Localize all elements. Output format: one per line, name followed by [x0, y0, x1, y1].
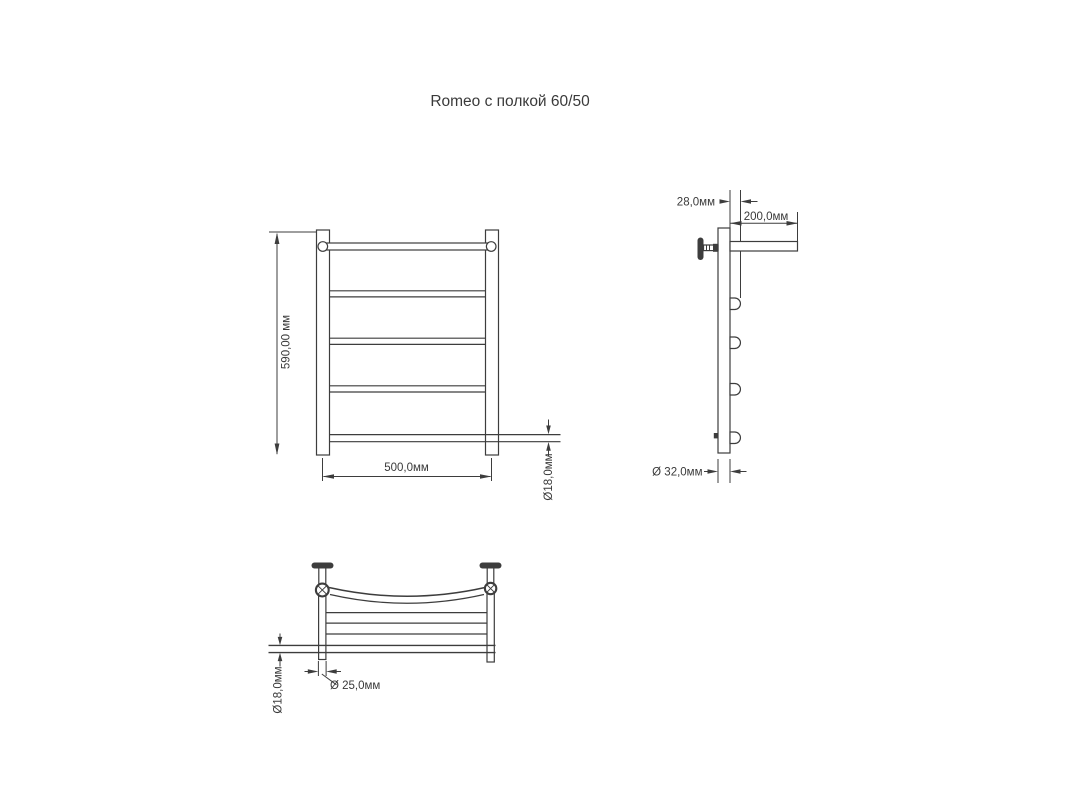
top-rail-diameter-label: Ø18,0мм [272, 666, 285, 714]
top-right-bracket [480, 563, 502, 584]
top-right-knob [485, 583, 496, 594]
side-rail-offset-label: 28,0мм [676, 196, 715, 209]
top-left-post [319, 591, 326, 660]
front-width-label: 500,0мм [384, 462, 429, 474]
front-left-collector-cap [318, 242, 328, 252]
side-dim-post-depth [652, 459, 746, 483]
front-left-post [317, 230, 330, 455]
arrowhead-right [480, 474, 492, 479]
arrowhead-left [730, 469, 741, 474]
top-left-knob [316, 584, 329, 597]
front-view [269, 230, 561, 501]
top-right-post [487, 589, 494, 662]
top-post-width-label: Ø 25,0мм [330, 680, 381, 692]
front-rail-diameter-label: Ø18,0мм [543, 453, 555, 501]
side-post [718, 228, 730, 453]
top-rail-4-extended [269, 645, 496, 652]
side-shelf-depth-label: 200,0мм [743, 210, 789, 223]
arrowhead-right [720, 199, 731, 204]
front-dim-height [269, 232, 317, 455]
top-view [269, 563, 502, 714]
front-rail-4-extended [330, 435, 561, 442]
side-rail-stub-3 [730, 384, 740, 396]
side-rail-stub-4 [730, 432, 740, 444]
arrowhead-right [308, 669, 319, 673]
front-right-post [486, 230, 499, 455]
arrowhead-down [278, 637, 283, 645]
front-rail-1 [330, 291, 486, 297]
bracket-nut [713, 244, 718, 252]
arrowhead-up [278, 653, 283, 661]
side-rail-stub-1 [730, 298, 740, 310]
arrowhead-down [546, 426, 551, 435]
arrowhead-up [275, 233, 280, 245]
top-left-bracket [312, 563, 334, 585]
bracket-stem [319, 569, 326, 585]
front-rail-2 [330, 338, 486, 344]
side-rail-stub-2 [730, 337, 740, 349]
drawing-title: Romeo с полкой 60/50 [430, 93, 590, 110]
arrowhead-left [323, 474, 335, 479]
side-air-vent-fitting [714, 433, 718, 438]
arrowhead-left [326, 669, 337, 673]
side-dim-rail-offset [677, 197, 758, 209]
side-post-depth-label: Ø 32,0мм [652, 466, 703, 479]
arrowhead-up [546, 442, 551, 451]
front-dim-rail-diameter [543, 420, 555, 501]
extension-lines [718, 459, 730, 483]
front-rail-3 [330, 386, 486, 392]
arrowhead-left [730, 221, 742, 226]
front-shelf-bar [323, 243, 491, 250]
bracket-stem [487, 569, 494, 584]
top-dim-post-width [305, 661, 381, 692]
bracket-wall-plate [698, 238, 704, 261]
bracket-wall-plate [312, 563, 334, 569]
arrowhead-left [741, 199, 752, 204]
arrowhead-down [275, 444, 280, 456]
front-right-collector-cap [486, 242, 496, 252]
side-shelf-tube [730, 242, 798, 252]
bracket-wall-plate [480, 563, 502, 569]
side-view [652, 190, 798, 483]
top-shelf-front-edge [329, 588, 485, 597]
side-wall-bracket [698, 238, 719, 261]
arrowhead-right [708, 469, 719, 474]
front-dim-width [323, 458, 492, 481]
front-height-label: 590,00 мм [280, 314, 293, 370]
